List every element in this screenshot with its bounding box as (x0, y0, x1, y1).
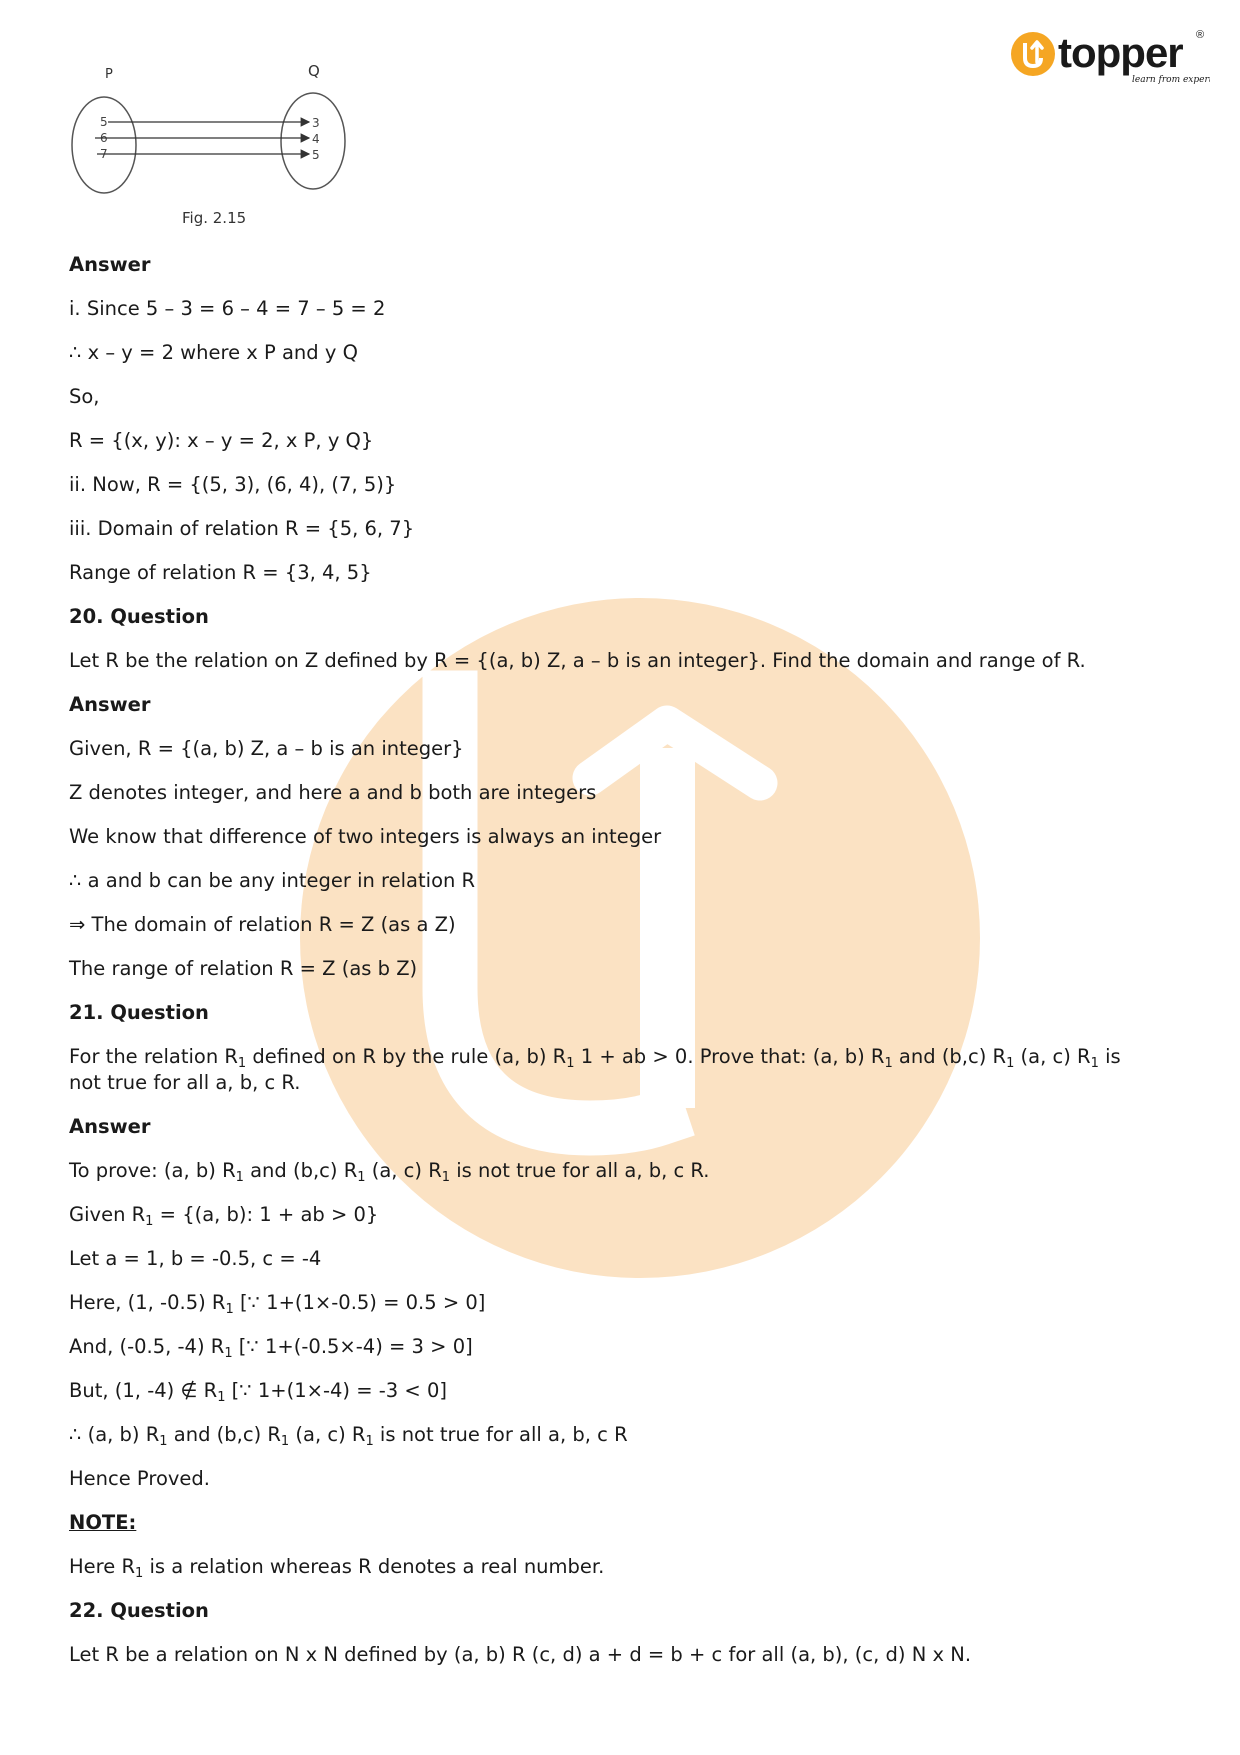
q-value: 4 (312, 132, 320, 146)
answer-line: To prove: (a, b) $R_1$ and (b,c) $R_1$ (a, c) $R_1$ is not true for all a, b, c R. (69, 1159, 710, 1185)
answer-line: And, (-0.5, -4) $R_1$ [∵ 1+(-0.5×-4) = 3 > 0] (69, 1335, 473, 1361)
answer-line: ii. Now, R = {(5, 3), (6, 4), (7, 5)} (69, 473, 397, 496)
q-value: 3 (312, 116, 320, 130)
note-text: Here $R_1$ is a relation whereas R denotes a real number. (69, 1555, 605, 1581)
topper-logo (1010, 26, 1210, 86)
answer-line: Range of relation R = {3, 4, 5} (69, 561, 372, 584)
set-p-ellipse (72, 97, 136, 193)
svg-text:®: ® (1196, 29, 1205, 41)
answer-line: Given, R = {(a, b) Z, a – b is an integer} (69, 737, 464, 760)
answer-line: So, (69, 385, 100, 408)
question-heading: 21. Question (69, 1001, 209, 1024)
answer-line: But, (1, -4) ∉ $R_1$ [∵ 1+(1×-4) = -3 < 0] (69, 1379, 447, 1405)
relation-arrow-diagram (60, 60, 360, 230)
note-label: NOTE: (69, 1511, 137, 1534)
question-heading: 20. Question (69, 605, 209, 628)
question-text: Let R be a relation on N x N defined by (a, b) R (c, d) a + d = b + c for all (a, b), (c, d) N x N. (69, 1643, 972, 1666)
document-body (69, 252, 1179, 1686)
svg-text:learn from experts: learn from experts (1132, 75, 1210, 85)
figure-caption: Fig. 2.15 (182, 209, 247, 227)
question-text: Let R be the relation on Z defined by R = {(a, b) Z, a – b is an integer}. Find the domain and range of R. (69, 649, 1086, 672)
answer-heading: Answer (69, 253, 151, 276)
question-text: not true for all a, b, c R. (69, 1071, 301, 1094)
p-value: 7 (100, 147, 108, 161)
set-p-label: P (105, 67, 113, 82)
answer-line: Let a = 1, b = -0.5, c = -4 (69, 1247, 322, 1270)
answer-line: ∴ (a, b) $R_1$ and (b,c) $R_1$ (a, c) $R_1$ is not true for all a, b, c R (69, 1423, 628, 1449)
answer-line: iii. Domain of relation R = {5, 6, 7} (69, 517, 415, 540)
question-heading: 22. Question (69, 1599, 209, 1622)
answer-line: ∴ a and b can be any integer in relation R (69, 869, 476, 892)
answer-line: ⇒ The domain of relation R = Z (as a Z) (69, 913, 456, 936)
answer-line: Here, (1, -0.5) $R_1$ [∵ 1+(1×-0.5) = 0.5 > 0] (69, 1291, 486, 1317)
question-text: For the relation $R_1$ defined on R by the rule (a, b) $R_1$ 1 + ab > 0. Prove that: (a, b) $R_1$ and (b,c) $R_1$ (a, c) $R_1$ is (69, 1045, 1121, 1071)
q-value: 5 (312, 148, 320, 162)
p-value: 5 (100, 115, 108, 129)
answer-line: ∴ x – y = 2 where x P and y Q (69, 341, 358, 364)
answer-line: We know that difference of two integers is always an integer (69, 825, 662, 848)
set-q-label: Q (308, 62, 320, 80)
p-value: 6 (100, 131, 108, 145)
answer-line: Z denotes integer, and here a and b both are integers (69, 781, 597, 804)
svg-text:topper: topper (1058, 29, 1183, 76)
answer-line: i. Since 5 – 3 = 6 – 4 = 7 – 5 = 2 (69, 297, 386, 320)
answer-line: R = {(x, y): x – y = 2, x P, y Q} (69, 429, 374, 452)
answer-heading: Answer (69, 693, 151, 716)
answer-line: Hence Proved. (69, 1467, 210, 1490)
answer-line: The range of relation R = Z (as b Z) (69, 957, 418, 980)
answer-line: Given $R_1 = \{(a$, b): 1 + ab > 0} (69, 1203, 379, 1229)
topper-logo-icon (1011, 32, 1055, 76)
answer-heading: Answer (69, 1115, 151, 1138)
